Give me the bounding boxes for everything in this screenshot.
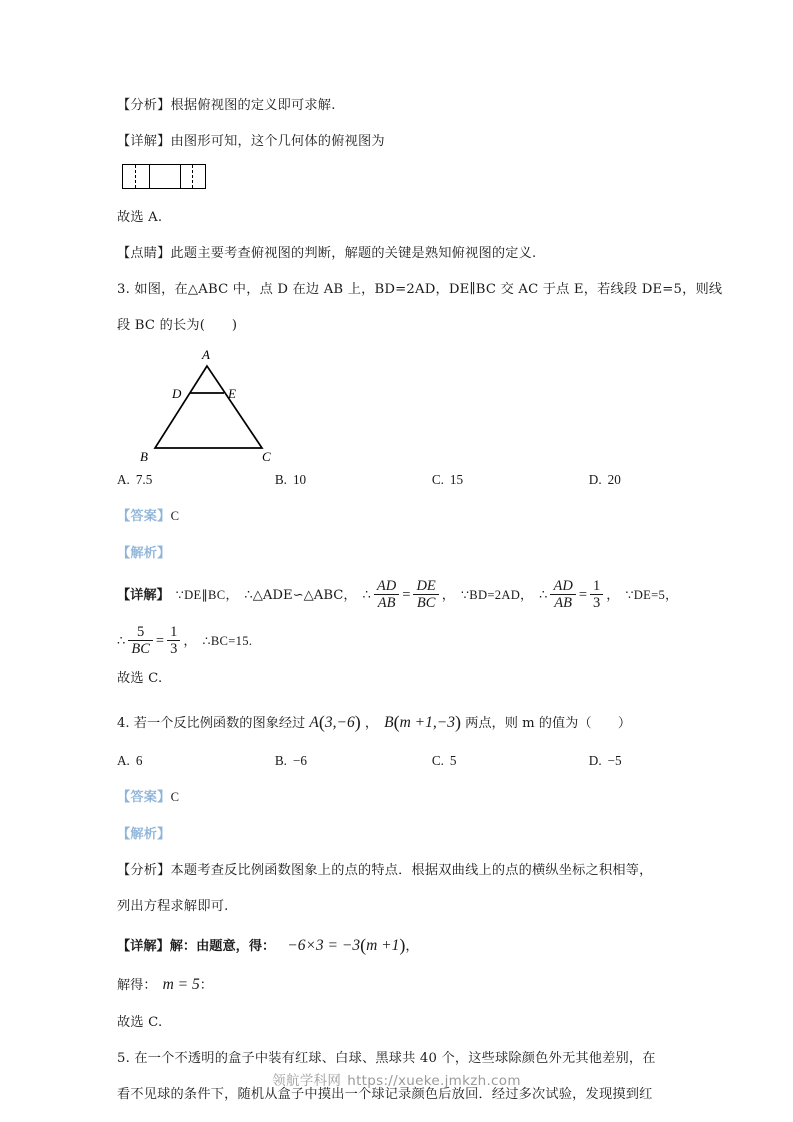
q4-option-b-value: −6 [292, 753, 307, 768]
q3-detail-line2-part-1: ∴ [117, 634, 126, 649]
q4-option-b[interactable] [275, 743, 432, 779]
q3-option-a[interactable] [117, 462, 275, 498]
q2-analysis-paragraph: 【分析】根据俯视图的定义即可求解. [117, 98, 336, 113]
dashed-line-left [135, 165, 136, 188]
q4-detail-suffix: ， [405, 939, 419, 954]
q4-analysis-line-1: 【分析】本题考查反比例函数图象上的点的特点．根据双曲线上的点的横纵坐标之积相等， [117, 863, 653, 878]
label-a: A [202, 347, 210, 362]
q3-detail-label: 【详解】 [117, 588, 170, 603]
q4-detail-equation-paren: m +1 [366, 937, 400, 954]
q4-analysis-line-2: 列出方程求解即可. [117, 899, 229, 914]
q3-option-c-value: 15 [449, 472, 464, 487]
q4-choice-paragraph: 故选 C. [117, 1015, 163, 1030]
q3-stem-line-1: 3. 如图，在△ABC 中，点 D 在边 AB 上，BD=2AD，DE∥BC 交 AC 于点 E，若线段 DE=5，则线 [117, 282, 723, 297]
q3-equals-3: = [155, 633, 165, 649]
fraction-ad-ab-numerator: AD [376, 578, 397, 595]
q4-option-a-key: A. [117, 753, 130, 768]
fraction-de-bc [413, 578, 438, 611]
q2-choice-paragraph: 故选 A. [117, 210, 163, 225]
footer-site-name: 领航学科网 [272, 1073, 342, 1089]
q4-stem-suffix: 两点，则 m 的值为（ ） [460, 716, 632, 731]
q3-detail-line2-part-2: ， [183, 634, 197, 649]
fraction-ad-ab-2 [550, 578, 575, 611]
label-c: C [262, 449, 271, 462]
q3-option-b-key: B. [274, 472, 287, 487]
fraction-ad-ab [374, 578, 399, 611]
q2-detail-paragraph: 【详解】由图形可知，这个几何体的俯视图为 [117, 134, 385, 149]
q3-option-b-value: 10 [292, 472, 307, 487]
fraction-five-bc-denominator: BC [128, 640, 153, 657]
triangle-abc-svg [125, 344, 355, 462]
q4-option-b-key: B. [274, 753, 287, 768]
footer-url[interactable]: https://xueke.jmkzh.com [347, 1073, 521, 1089]
fraction-one-third-2 [167, 624, 180, 657]
fraction-one-third [590, 578, 603, 611]
q3-choice-paragraph: 故选 C. [117, 671, 163, 686]
q3-answer-label: 【答案】 [117, 509, 171, 524]
q4-solve-prefix: 解得： [117, 978, 157, 993]
q4-point-b-name: B [384, 714, 394, 731]
q4-option-c-value: 5 [449, 753, 457, 768]
q3-detail-part-2: ∴△ADE∽△ABC， [244, 588, 357, 603]
q4-option-d-key: D. [588, 753, 602, 768]
q3-detail-part-1: ∵DE∥BC， [175, 588, 239, 602]
top-view-rectangle [122, 164, 206, 189]
q4-option-a[interactable] [117, 743, 275, 779]
fraction-de-bc-numerator: DE [416, 578, 436, 595]
q4-answer-paragraph [117, 779, 679, 816]
q3-equals-1: = [402, 587, 411, 603]
q4-solve-value: = 5 [173, 976, 200, 993]
q4-option-c[interactable] [432, 743, 589, 779]
q3-analysis-paragraph [117, 535, 679, 572]
q4-stem-prefix: 4. 若一个反比例函数的图象经过 [117, 716, 310, 731]
fraction-one-third-denominator: 3 [590, 594, 603, 611]
q3-option-d-key: D. [588, 472, 602, 487]
top-view-figure [117, 160, 679, 200]
q4-option-d[interactable] [589, 743, 679, 779]
q4-point-a-coords: 3,−6 [324, 714, 355, 731]
fraction-ad-ab-2-numerator: AD [553, 578, 573, 595]
fraction-five-bc-numerator: 5 [137, 624, 145, 641]
q4-option-d-value: −5 [607, 753, 622, 768]
q5-stem-line-2: 看不见球的条件下，随机从盒子中摸出一个球记录颜色后放回．经过多次试验，发现摸到红 [117, 1087, 653, 1102]
q3-detail-part-5: ∵BD=2AD， [460, 588, 534, 602]
triangle-outline [155, 366, 262, 448]
q4-solve-suffix: ： [199, 978, 213, 993]
q4-point-a-name: A [309, 714, 319, 731]
q3-detail-part-6: ∴ [539, 588, 548, 603]
q3-stem-line-2: 段 BC 的长为( ) [117, 318, 238, 333]
q4-stem-middle: ， [360, 716, 379, 731]
q3-detail-part-3: ∴ [362, 588, 371, 603]
fraction-ad-ab-denominator: AB [374, 594, 399, 611]
triangle-figure [125, 344, 365, 462]
q4-detail-line: 【详解】解：由题意，得： −6×3 = −3(m +1)， [117, 935, 419, 955]
q4-analysis-paragraph [117, 816, 679, 853]
q3-option-a-key: A. [117, 472, 130, 487]
q3-detail-part-4: ， [441, 588, 455, 603]
q3-detail-line2-part-3: ∴BC=15. [202, 634, 253, 648]
q3-option-d-value: 20 [607, 472, 621, 487]
q3-option-b[interactable] [275, 462, 432, 498]
q3-equals-2: = [578, 587, 587, 603]
q4-solve-variable: m [162, 976, 174, 993]
q4-stem-line: 4. 若一个反比例函数的图象经过 A(3,−6) ， B(m +1,−3) 两点，则 m 的值为（ ） [117, 712, 632, 732]
q4-option-c-key: C. [431, 753, 444, 768]
q3-option-a-value: 7.5 [135, 472, 153, 487]
q4-detail-prefix [117, 939, 275, 954]
q4-options-row [117, 743, 679, 779]
q3-answer-value: C [170, 509, 180, 523]
q4-detail-equation: −6×3 = −3 [287, 937, 361, 954]
fraction-five-bc [128, 624, 153, 657]
label-b: B [140, 449, 148, 462]
q3-detail-part-7: ， [606, 588, 620, 603]
label-d: D [172, 386, 182, 401]
q5-stem-line-1: 5. 在一个不透明的盒子中装有红球、白球、黑球共 40 个，这些球除颜色外无其他差别，在 [117, 1051, 656, 1066]
q4-detail-label: 【详解】解：由题意，得： [117, 939, 276, 954]
q3-option-c-key: C. [431, 472, 444, 487]
q3-option-c[interactable] [432, 462, 589, 498]
q4-answer-value: C [170, 790, 180, 804]
q3-options-row [117, 462, 679, 498]
fraction-one-third-2-denominator: 3 [167, 640, 180, 657]
q3-analysis-label: 【解析】 [117, 546, 171, 561]
q2-insight-paragraph: 【点睛】此题主要考查俯视图的判断，解题的关键是熟知俯视图的定义. [117, 246, 537, 261]
q3-answer-paragraph [117, 498, 679, 535]
q4-point-b-coords: m +1,−3 [399, 714, 455, 731]
q3-detail-line-1 [117, 572, 679, 619]
fraction-one-third-2-numerator: 1 [170, 624, 178, 641]
q3-option-d[interactable] [589, 462, 679, 498]
footer-watermark [0, 1069, 793, 1089]
q3-detail-part-8: ∵DE=5， [625, 588, 679, 602]
label-e: E [228, 386, 236, 401]
q4-option-a-value: 6 [135, 753, 143, 768]
dashed-line-right [192, 165, 193, 188]
q4-analysis-label: 【解析】 [117, 827, 171, 842]
fraction-one-third-numerator: 1 [593, 578, 601, 595]
document-content [117, 88, 723, 1113]
q3-detail-line-2 [117, 619, 679, 664]
solid-divider-1 [149, 165, 150, 188]
q4-answer-label: 【答案】 [117, 790, 171, 805]
fraction-ad-ab-2-denominator: AB [550, 594, 575, 611]
q4-solve-line [117, 966, 679, 1005]
fraction-de-bc-denominator: BC [413, 594, 438, 611]
solid-divider-2 [180, 165, 181, 188]
